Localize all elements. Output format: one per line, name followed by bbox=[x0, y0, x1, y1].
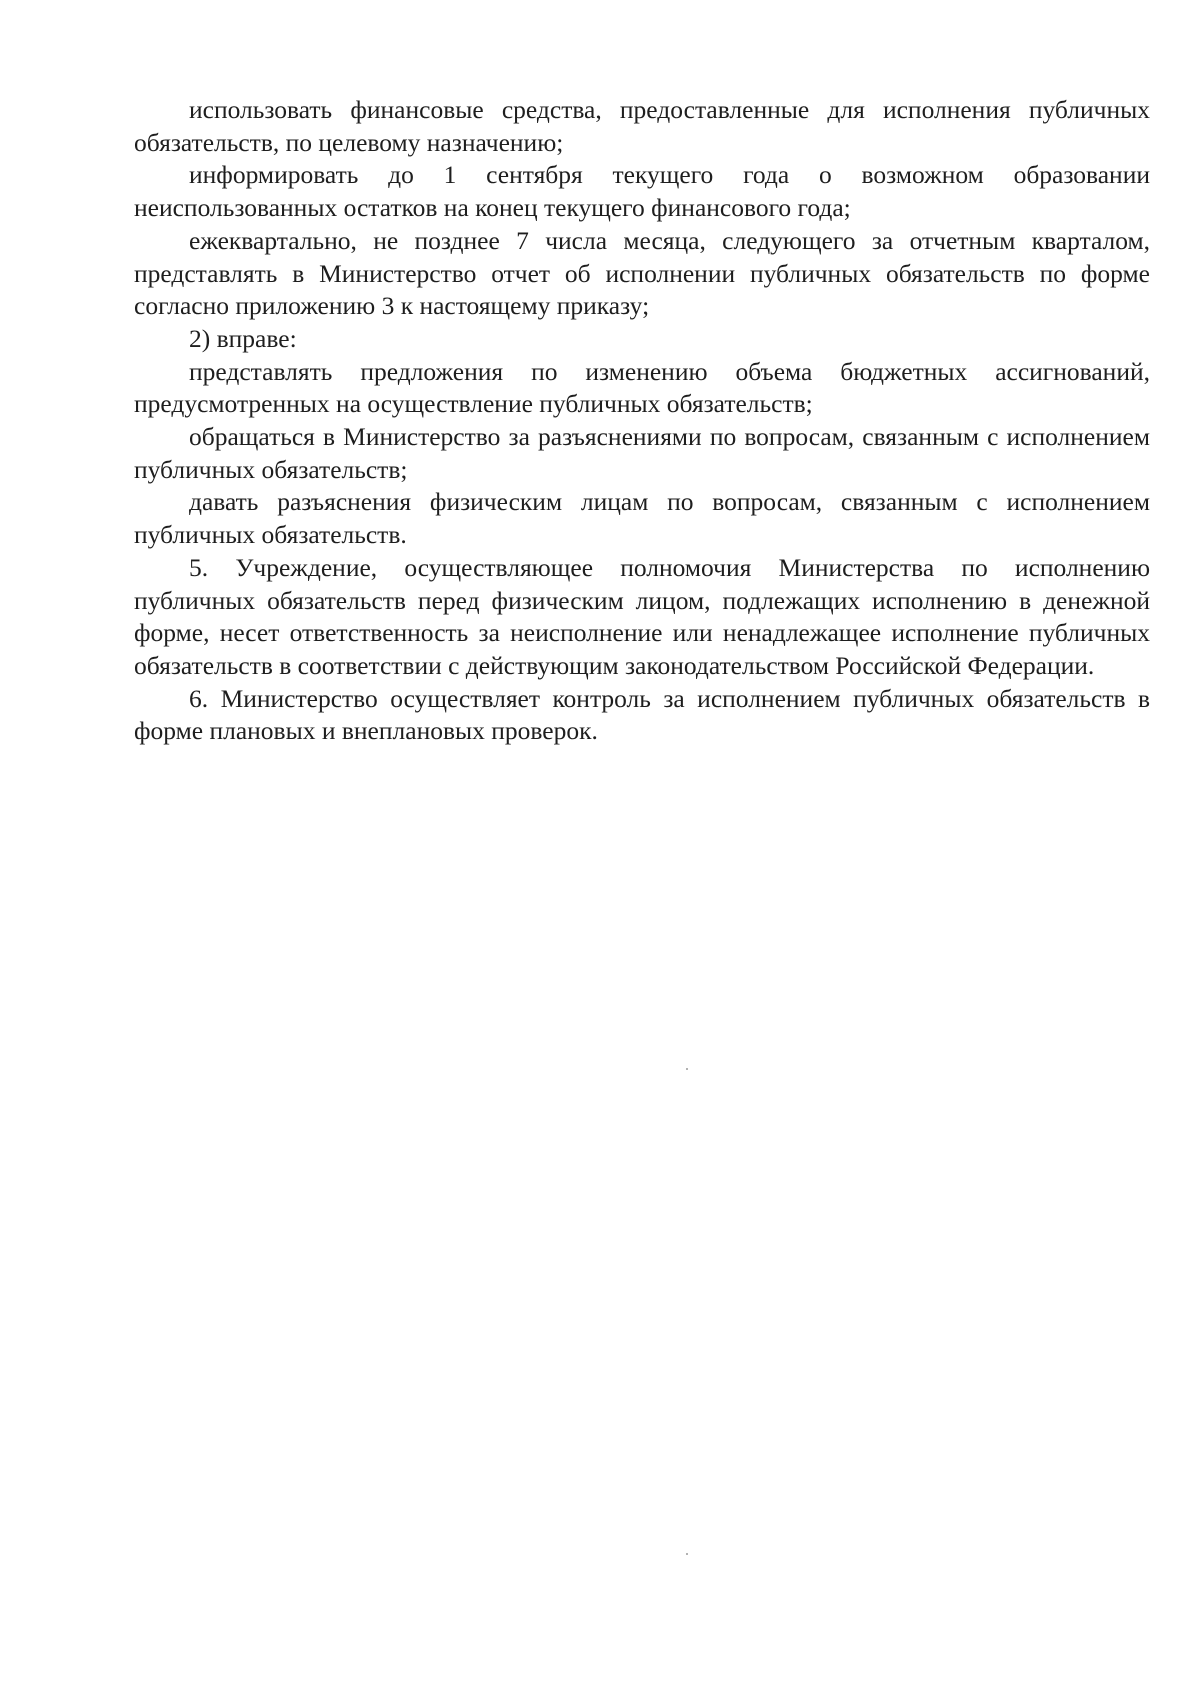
paragraph-propose-changes: представлять предложения по изменению объема бюджетных ассигнований, предусмотренных на осуществление публичных обязательств; bbox=[134, 356, 1150, 419]
document-body bbox=[134, 94, 1150, 748]
paragraph-inform-residuals: информировать до 1 сентября текущего года о возможном образовании неиспользованных остатков на конец текущего финансового года; bbox=[134, 160, 1150, 223]
paragraph-item-6-control: 6. Министерство осуществляет контроль за исполнением публичных обязательств в форме плановых и внеплановых проверок. bbox=[134, 683, 1150, 746]
paragraph-request-clarifications: обращаться в Министерство за разъяснениями по вопросам, связанным с исполнением публичных обязательств; bbox=[134, 422, 1150, 484]
paragraph-give-clarifications: давать разъяснения физическим лицам по вопросам, связанным с исполнением публичных обязательств. bbox=[134, 487, 1150, 550]
scan-speck bbox=[686, 1553, 688, 1555]
scan-speck bbox=[686, 1068, 688, 1070]
paragraph-item-5-responsibility: 5. Учреждение, осуществляющее полномочия Министерства по исполнению публичных обязательств перед физическим лицом, подлежащих исполнению в денежной форме, несет ответственность за неисполнение или ненадлежащее исполнение публичных обязательств в соответствии с действующим законодательством Российской Федерации. bbox=[134, 552, 1150, 680]
paragraph-quarterly-report: ежеквартально, не позднее 7 числа месяца, следующего за отчетным кварталом, представлять в Министерство отчет об исполнении публичных обязательств по форме согласно приложению 3 к настоящему приказу; bbox=[134, 225, 1150, 321]
paragraph-use-funds: использовать финансовые средства, предоставленные для исполнения публичных обязательств, по целевому назначению; bbox=[134, 95, 1150, 157]
paragraph-rights-heading: 2) вправе: bbox=[189, 323, 297, 353]
